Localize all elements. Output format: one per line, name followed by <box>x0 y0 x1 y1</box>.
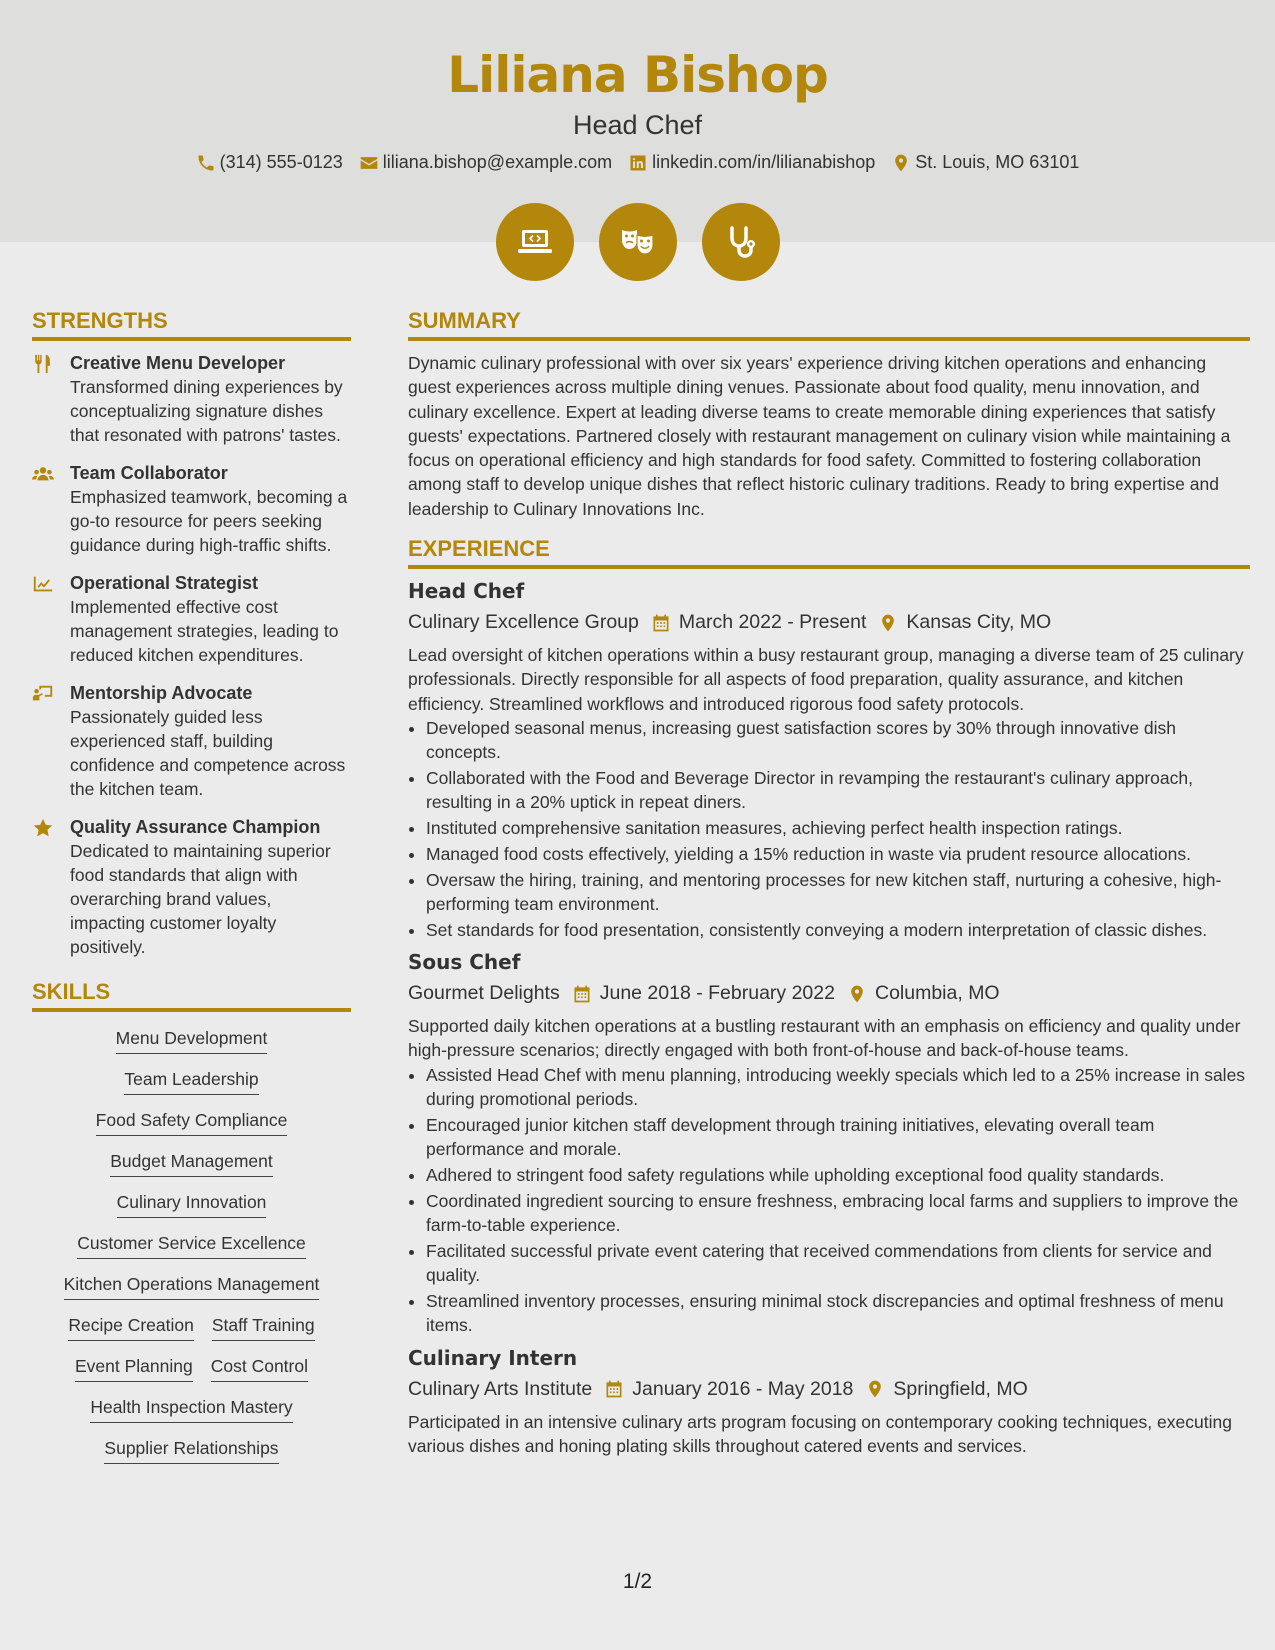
strength-item <box>32 461 351 557</box>
right-column <box>408 308 1250 1458</box>
interest-icons <box>0 203 1275 281</box>
job-dates: January 2016 - May 2018 <box>632 1377 854 1400</box>
bullet-item: • Streamlined inventory processes, ensuring minimal stock discrepancies and optimal freshness of menu items. <box>426 1289 1250 1338</box>
star-icon <box>32 817 54 839</box>
job-meta <box>408 611 1250 634</box>
skill-tag: Recipe Creation <box>68 1315 193 1341</box>
strength-item <box>32 681 351 801</box>
job-dates: June 2018 - February 2022 <box>599 982 835 1005</box>
envelope-icon <box>359 153 379 173</box>
contact-bar <box>0 152 1275 173</box>
left-column <box>32 308 351 1464</box>
location-text: St. Louis, MO 63101 <box>915 152 1080 172</box>
job-dates: March 2022 - Present <box>678 611 867 634</box>
strength-item <box>32 571 351 667</box>
strength-item <box>32 351 351 447</box>
bullet-item: • Collaborated with the Food and Beverage Director in revamping the restaurant's culinary approach, resulting in a 20% uptick in repeat diners. <box>426 766 1250 815</box>
bullet-item: • Adhered to stringent food safety regulations while upholding exceptional food quality standards. <box>426 1163 1250 1187</box>
skill-tag: Event Planning <box>75 1356 193 1382</box>
strength-title: Team Collaborator <box>70 463 228 483</box>
map-marker-icon <box>891 153 911 173</box>
contact-location <box>891 152 1079 173</box>
strength-title: Mentorship Advocate <box>70 683 253 703</box>
map-marker-icon <box>847 984 867 1004</box>
skill-tag: Culinary Innovation <box>117 1192 267 1218</box>
bullet-item: • Instituted comprehensive sanitation measures, achieving perfect health inspection ratings. <box>426 816 1250 840</box>
utensils-icon <box>32 353 54 375</box>
bullet-item: • Coordinated ingredient sourcing to ensure freshness, embracing local farms and suppliers to improve the farm-to-table experience. <box>426 1189 1250 1238</box>
contact-linkedin[interactable] <box>628 152 875 173</box>
summary-text: Dynamic culinary professional with over six years' experience driving kitchen operations and enhancing guest experiences across multiple dining venues. Passionate about food quality, menu innovation, and culinary excellence. Expert at leading diverse teams to create memorable dining experiences that satisfy guests' expectations. Partnered closely with restaurant management on culinary vision while maintaining a focus on operational efficiency and high standards for food safety. Committed to fostering collaboration among staff to develop unique dishes that reflect historic culinary traditions. Ready to bring expertise and leadership to Culinary Innovations Inc. <box>408 353 1231 519</box>
strength-desc: Implemented effective cost management strategies, leading to reduced kitchen expenditures. <box>70 597 339 665</box>
bullet-item: • Encouraged junior kitchen staff development through training initiatives, elevating overall team performance and morale. <box>426 1113 1250 1162</box>
job-company: Culinary Arts Institute <box>408 1377 593 1400</box>
bullet-item: • Oversaw the hiring, training, and mentoring processes for new kitchen staff, nurturing a cohesive, high-performing team environment. <box>426 868 1250 917</box>
strength-desc: Dedicated to maintaining superior food standards that align with overarching brand values, impacting customer loyalty positively. <box>70 841 331 957</box>
skill-tag: Food Safety Compliance <box>96 1110 288 1136</box>
job-title: Head Chef <box>408 579 525 604</box>
job-meta <box>408 1378 1250 1401</box>
summary-heading: SUMMARY <box>408 308 1250 341</box>
strengths-heading: STRENGTHS <box>32 308 351 341</box>
laptop-code-icon <box>496 203 574 281</box>
calendar-icon <box>651 613 671 633</box>
calendar-icon <box>572 984 592 1004</box>
strength-desc: Emphasized teamwork, becoming a go-to resource for peers seeking guidance during high-traffic shifts. <box>70 487 348 555</box>
contact-email[interactable] <box>359 152 612 173</box>
skill-tag: Supplier Relationships <box>104 1438 278 1464</box>
calendar-icon <box>604 1379 624 1399</box>
skill-tag: Customer Service Excellence <box>77 1233 306 1259</box>
skill-tag: Team Leadership <box>124 1069 258 1095</box>
stethoscope-icon <box>702 203 780 281</box>
job-entry <box>408 1346 1250 1459</box>
chalkboard-teacher-icon <box>32 683 54 705</box>
strength-desc: Transformed dining experiences by conceptualizing signature dishes that resonated with patrons' tastes. <box>70 377 343 445</box>
skill-tag: Cost Control <box>211 1356 308 1382</box>
skill-tag: Kitchen Operations Management <box>64 1274 320 1300</box>
linkedin-icon <box>628 153 648 173</box>
map-marker-icon <box>878 613 898 633</box>
bullet-item: • Assisted Head Chef with menu planning, introducing weekly specials which led to a 25% increase in sales during promotional periods. <box>426 1063 1250 1112</box>
email-text: liliana.bishop@example.com <box>382 152 613 172</box>
candidate-name: Liliana Bishop <box>447 46 828 104</box>
page-indicator: 1/2 <box>622 1570 653 1593</box>
job-location: Kansas City, MO <box>906 611 1052 634</box>
job-description: Supported daily kitchen operations at a bustling restaurant with an emphasis on efficiency and quality under high-pressure scenarios; directly engaged with both front-of-house and back-of-house teams. <box>408 1016 1241 1061</box>
bullet-item: • Developed seasonal menus, increasing guest satisfaction scores by 30% through innovative dish concepts. <box>426 716 1250 765</box>
job-location: Springfield, MO <box>893 1377 1028 1400</box>
bullet-item: • Managed food costs effectively, yielding a 15% reduction in waste via prudent resource allocations. <box>426 842 1250 866</box>
linkedin-text: linkedin.com/in/lilianabishop <box>652 152 876 172</box>
contact-phone[interactable] <box>196 152 343 173</box>
candidate-role: Head Chef <box>572 110 703 140</box>
skill-tag: Budget Management <box>110 1151 272 1177</box>
strength-item <box>32 815 351 959</box>
chart-line-icon <box>32 573 54 595</box>
skill-tag: Health Inspection Mastery <box>90 1397 292 1423</box>
experience-heading: EXPERIENCE <box>408 536 1250 569</box>
skill-tag: Staff Training <box>212 1315 315 1341</box>
job-title: Culinary Intern <box>408 1345 578 1370</box>
strength-title: Creative Menu Developer <box>70 353 286 373</box>
skills-heading: SKILLS <box>32 979 351 1012</box>
job-description: Participated in an intensive culinary arts program focusing on contemporary cooking techniques, executing various dishes and honing plating skills throughout catered events and services. <box>408 1411 1232 1456</box>
phone-text: (314) 555-0123 <box>219 152 343 172</box>
strength-desc: Passionately guided less experienced staff, building confidence and competence across the kitchen team. <box>70 707 346 799</box>
bullet-item: • Facilitated successful private event catering that received commendations from clients for service and quality. <box>426 1239 1250 1288</box>
job-location: Columbia, MO <box>874 982 1000 1005</box>
job-meta <box>408 982 1250 1005</box>
job-entry <box>408 579 1250 942</box>
skill-tag: Menu Development <box>116 1028 268 1054</box>
job-bullets <box>426 1063 1250 1338</box>
map-marker-icon <box>865 1379 885 1399</box>
strength-title: Quality Assurance Champion <box>70 817 321 837</box>
job-bullets <box>426 716 1250 942</box>
phone-icon <box>196 153 216 173</box>
bullet-item: • Set standards for food presentation, consistently conveying a modern interpretation of classic dishes. <box>426 918 1250 942</box>
theater-masks-icon <box>599 203 677 281</box>
strength-title: Operational Strategist <box>70 573 259 593</box>
job-title: Sous Chef <box>408 950 521 975</box>
job-company: Gourmet Delights <box>408 982 560 1005</box>
users-icon <box>32 463 54 485</box>
job-entry <box>408 950 1250 1337</box>
job-company: Culinary Excellence Group <box>408 611 639 634</box>
skills-list <box>32 1028 351 1464</box>
job-description: Lead oversight of kitchen operations within a busy restaurant group, managing a diverse team of 25 culinary professionals. Directly responsible for all aspects of food preparation, quality assurance, and kitchen efficiency. Streamlined workflows and introduced rigorous food safety protocols. <box>408 645 1244 714</box>
